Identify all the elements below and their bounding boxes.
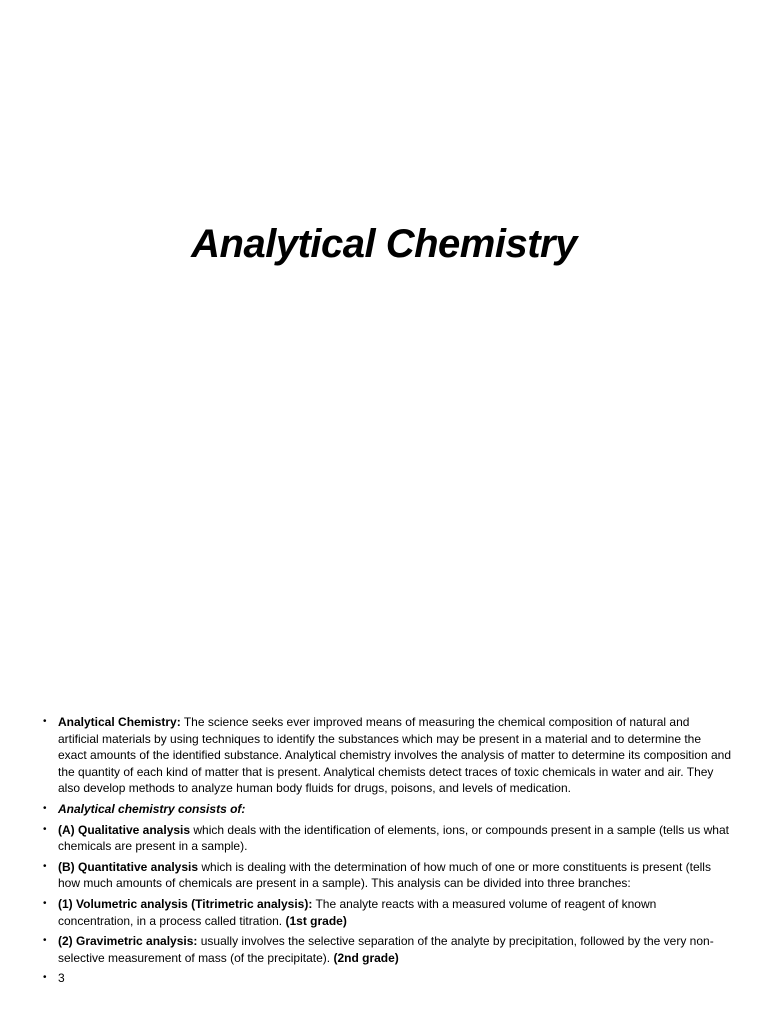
- bullet-text: Analytical chemistry consists of:: [58, 801, 246, 816]
- bullet-text: which is dealing with the determination of how much of one or more constituents is present (tells how much amounts of chemicals are present in a sample). This analysis can be divided into three branches:: [58, 859, 711, 891]
- slide-title: Analytical Chemistry: [191, 222, 577, 266]
- bullet-lead: Analytical Chemistry:: [58, 715, 181, 729]
- bullet-list: [43, 714, 733, 991]
- bullet-text: usually involves the selective separation of the analyte by precipitation, followed by the very non-selective measurement of mass (of the precipitate).: [58, 934, 714, 965]
- bullet-consists-of: [43, 801, 733, 818]
- bullet-tail: (1st grade): [285, 913, 347, 928]
- bullet-text: which deals with the identification of elements, ions, or compounds present in a sample (tells us what chemicals are present in a sample).: [58, 822, 729, 854]
- bullet-text: The science seeks ever improved means of measuring the chemical composition of natural and artificial materials by using techniques to identify the substances which may be present in a material and to determine the exact amounts of the identified substance. Analytical chemistry involves the analysis of matter to determine its composition and the quantity of each kind of matter that is present. Analytical chemists detect traces of toxic chemicals in water and air. They also develop methods to analyze human body fluids for drugs, poisons, and levels of medication.: [58, 715, 732, 796]
- bullet-quantitative-analysis: [43, 859, 733, 892]
- bullet-volumetric-analysis: [43, 896, 733, 929]
- bullet-text: The analyte reacts with a measured volume of reagent of known concentration, in a process called titration.: [58, 896, 657, 928]
- bullet-analytical-chemistry-definition: [43, 714, 733, 797]
- bullet-lead: (2) Gravimetric analysis:: [58, 934, 198, 949]
- bullet-text: 3: [58, 971, 65, 986]
- bullet-lead: (A) Qualitative analysis: [58, 822, 191, 837]
- bullet-tail: (2nd grade): [333, 950, 399, 965]
- bullet-lead: (B) Quantitative analysis: [58, 859, 199, 874]
- bullet-gravimetric-analysis: [43, 933, 733, 966]
- bullet-lead: (1) Volumetric analysis (Titrimetric analysis):: [58, 896, 313, 911]
- bullet-number: [43, 970, 733, 987]
- bullet-qualitative-analysis: [43, 822, 733, 855]
